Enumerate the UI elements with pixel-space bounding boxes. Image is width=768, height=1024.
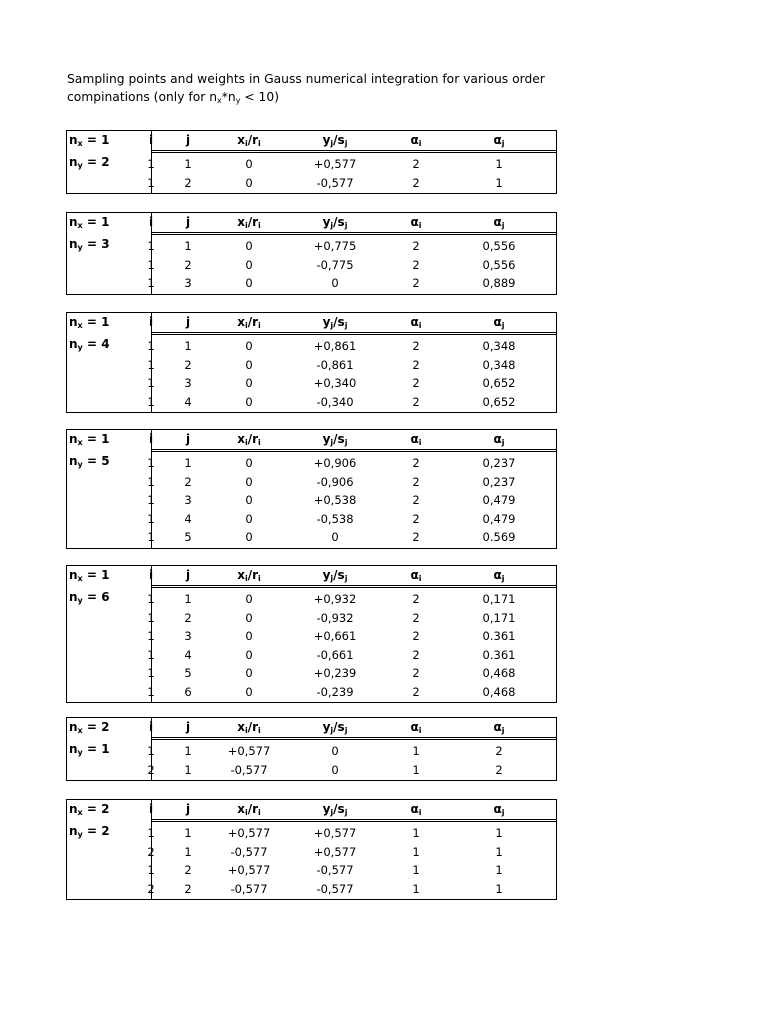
document-title (67, 70, 567, 110)
table-header: i j $x_i/r_i$ $y_j/s_j$ $\alpha_i$ $\alpha_j$ (151, 566, 556, 588)
ny-label: $n_y = 6$ (69, 590, 110, 605)
nx-value: 1 (101, 215, 110, 229)
table-row: 1 1 0 +0,577 2 1 (147, 157, 503, 171)
title-line-1: Sampling points and weights in Gauss numerical integration for various order (67, 72, 545, 86)
table-row: 1 5 0 0 2 0.569 (147, 530, 516, 544)
table-row: 1 1 0 +0,932 2 0,171 (147, 592, 516, 606)
nx-value: 1 (101, 133, 110, 147)
ny-value: 2 (101, 824, 110, 838)
ny-label: $n_y = 2$ (69, 824, 110, 839)
table-row: 1 2 0 -0,775 2 0,556 (147, 257, 516, 272)
table-row: 2 1 -0,577 0 1 2 (147, 762, 503, 777)
table-row: 2 1 -0,577 +0,577 1 1 (147, 844, 503, 859)
table-row: 1 5 0 +0,239 2 0,468 (147, 666, 516, 680)
gauss-table-block (66, 130, 557, 194)
gauss-table-block (66, 429, 557, 549)
nx-value: 1 (101, 315, 110, 329)
table-row: 1 2 +0,577 -0,577 1 1 (147, 863, 503, 877)
gauss-table-block (66, 565, 557, 703)
table-row: 1 3 0 0 2 0,889 (147, 276, 516, 290)
nx-label: $n_x = 1$ (69, 215, 110, 230)
table-header: i j $x_i/r_i$ $y_j/s_j$ $\alpha_i$ $\alpha_j$ (151, 213, 556, 235)
ny-label: $n_y = 4$ (69, 337, 110, 352)
ny-value: 1 (101, 742, 110, 756)
table-row: 1 3 0 +0,340 2 0,652 (147, 376, 516, 390)
table-row: 1 3 0 +0,538 2 0,479 (147, 493, 516, 507)
nx-label: $n_x = 2$ (69, 720, 110, 735)
nx-label: $n_x = 1$ (69, 133, 110, 148)
nx-value: 2 (101, 720, 110, 734)
nx-value: 1 (101, 568, 110, 582)
table-row: 1 3 0 +0,661 2 0.361 (147, 629, 516, 643)
nx-label: $n_x = 1$ (69, 315, 110, 330)
ny-label: $n_y = 3$ (69, 237, 110, 252)
ny-value: 6 (101, 590, 110, 604)
table-row: 1 4 0 -0,661 2 0.361 (147, 647, 516, 662)
table-header: i j $x_i/r_i$ $y_j/s_j$ $\alpha_i$ $\alpha_j$ (151, 718, 556, 740)
table-header: i j $x_i/r_i$ $y_j/s_j$ $\alpha_i$ $\alpha_j$ (151, 313, 556, 335)
ny-value: 5 (101, 454, 110, 468)
table-header: i j $x_i/r_i$ $y_j/s_j$ $\alpha_i$ $\alpha_j$ (151, 800, 556, 822)
table-row: 1 1 +0,577 0 1 2 (147, 744, 503, 758)
table-row: 1 2 0 -0,932 2 0,171 (147, 610, 516, 625)
nx-label: $n_x = 2$ (69, 802, 110, 817)
table-row: 1 1 0 +0,775 2 0,556 (147, 239, 516, 253)
table-row: 1 2 0 -0,577 2 1 (147, 175, 503, 190)
ny-value: 3 (101, 237, 110, 251)
ny-label: $n_y = 5$ (69, 454, 110, 469)
nx-label: $n_x = 1$ (69, 432, 110, 447)
table-row: 1 2 0 -0,906 2 0,237 (147, 474, 516, 489)
table-header: i j $x_i/r_i$ $y_j/s_j$ $\alpha_i$ $\alpha_j$ (151, 131, 556, 153)
ny-value: 2 (101, 155, 110, 169)
nx-value: 1 (101, 432, 110, 446)
nx-label: $n_x = 1$ (69, 568, 110, 583)
table-row: 1 1 0 +0,861 2 0,348 (147, 339, 516, 353)
table-row: 1 1 0 +0,906 2 0,237 (147, 456, 516, 470)
gauss-table-block (66, 212, 557, 295)
gauss-table-block (66, 717, 557, 781)
table-row: 1 4 0 -0,538 2 0,479 (147, 511, 516, 526)
table-row: 1 2 0 -0,861 2 0,348 (147, 357, 516, 372)
ny-value: 4 (101, 337, 110, 351)
title-line-2: compinations (only for $n_x*n_y < 10$) (67, 90, 280, 105)
table-row: 1 1 +0,577 +0,577 1 1 (147, 826, 503, 840)
gauss-table-block (66, 799, 557, 900)
table-row: 2 2 -0,577 -0,577 1 1 (147, 881, 503, 896)
table-row: 1 6 0 -0,239 2 0,468 (147, 684, 516, 699)
nx-value: 2 (101, 802, 110, 816)
gauss-table-block (66, 312, 557, 413)
ny-label: $n_y = 2$ (69, 155, 110, 170)
table-row: 1 4 0 -0,340 2 0,652 (147, 394, 516, 409)
table-header: i j $x_i/r_i$ $y_j/s_j$ $\alpha_i$ $\alpha_j$ (151, 430, 556, 452)
ny-label: $n_y = 1$ (69, 742, 110, 757)
